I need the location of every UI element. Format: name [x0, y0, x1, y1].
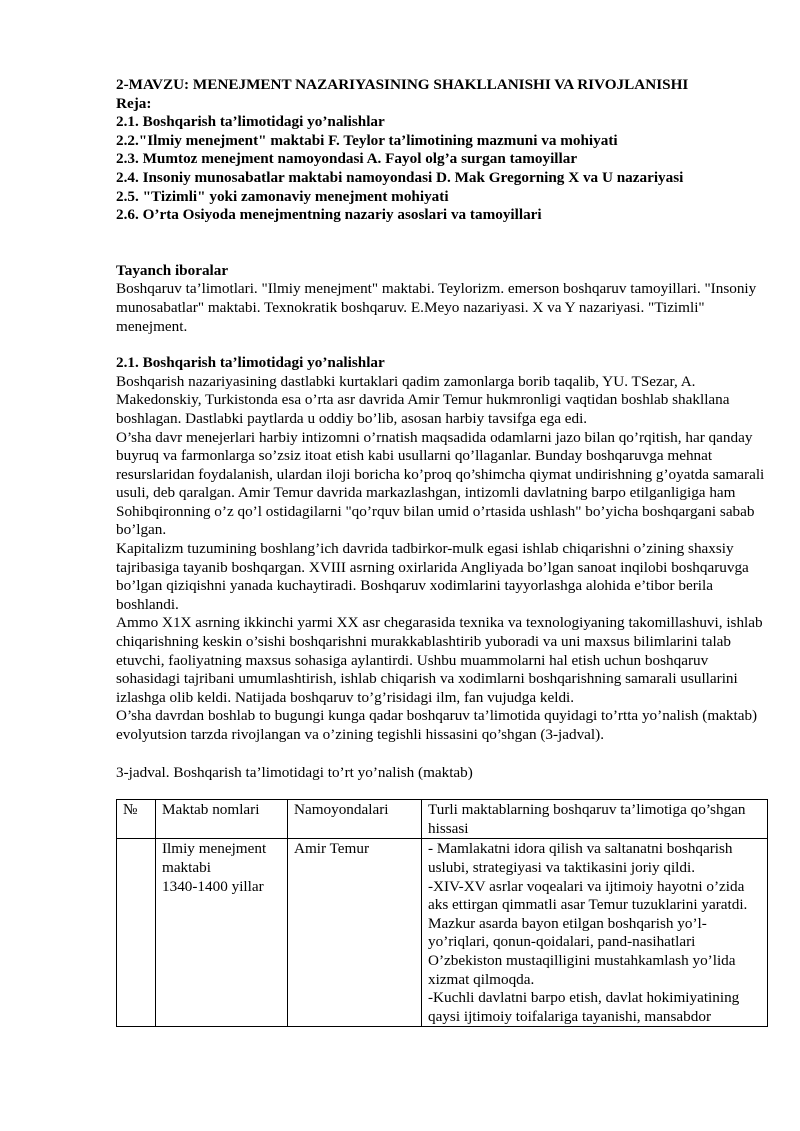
contribution-item: - Mamlakatni idora qilish va saltanatni boshqarish uslubi, strategiyasi va taktikasini joriy qildi.	[428, 840, 733, 876]
school-years: 1340-1400 yillar	[162, 877, 264, 895]
cell-number	[117, 839, 156, 1027]
plan-item: 2.5. "Tizimli" yoki zamonaviy menejment mohiyati	[116, 187, 449, 205]
section-heading: 2.1. Boshqarish ta’limotidagi yo’nalishlar	[116, 354, 385, 372]
contribution-item: -Kuchli davlatni barpo etish, davlat hokimiyatining qaysi ijtimoiy toifalariga tayanishi, mansabdor	[428, 989, 740, 1025]
plan-item: 2.2."Ilmiy menejment" maktabi F. Teylor ta’limotining mazmuni va mohiyati	[116, 131, 618, 149]
table-header-row	[117, 800, 768, 839]
header-representatives: Namoyondalari	[288, 800, 422, 839]
header-number: №	[117, 800, 156, 839]
plan-item: 2.6. O’rta Osiyoda menejmentning nazariy asoslari va tamoyillari	[116, 206, 542, 224]
cell-school	[156, 839, 288, 1027]
body-paragraph: O’sha davrdan boshlab to bugungi kunga qadar boshqaruv ta’limotida quyidagi to’rtta yo’nalish (maktab) evolyutsion tarzda rivojlangan va o’zining tegishli hissasini qo’shgan (3-jadval).	[116, 707, 758, 743]
plan-item: 2.4. Insoniy munosabatlar maktabi namoyondasi D. Mak Gregorning X va U nazariyasi	[116, 168, 684, 186]
plan-item: 2.1. Boshqarish ta’limotidagi yo’nalishlar	[116, 113, 385, 131]
keywords-heading: Tayanch iboralar	[116, 261, 229, 279]
plan-label: Reja:	[116, 94, 152, 112]
cell-representative: Amir Temur	[288, 839, 422, 1027]
table-row	[117, 839, 768, 1027]
plan-item: 2.3. Mumtoz menejment namoyondasi A. Fayol olg’a surgan tamoyillar	[116, 150, 578, 168]
header-school-names: Maktab nomlari	[156, 800, 288, 839]
document-title: 2-MAVZU: MENEJMENT NAZARIYASINING SHAKLLANISHI VA RIVOJLANISHI	[116, 76, 689, 93]
body-paragraph: Kapitalizm tuzumining boshlang’ich davrida tadbirkor-mulk egasi ishlab chiqarishni o’zining shaxsiy tajribasiga tayanib boshqargan. XVIII asrning oxirlarida Angliyada bo’lgan sanoat inqilobi boshqaruvga bo’lgan qiziqishni yanada kuchaytiradi. Boshqaruv xodimlarini tayyorlashga alohida e’tibor berila boshlandi.	[116, 540, 749, 613]
contribution-item: -XIV-XV asrlar voqealari va ijtimoiy hayotni o’zida aks ettirgan qimmatli asar Temur tuzuklarini yaratdi. Mazkur asarda bayon etilgan boshqarish yo’l-yo’riqlari, qonun-qoidalari, pand-nasihatlari O’zbekiston mustaqilligini mustahkamlash yo’lida xizmat qilmoqda.	[428, 877, 748, 988]
school-name: Ilmiy menejment maktabi	[162, 840, 267, 876]
keywords-text: Boshqaruv ta’limotlari. "Ilmiy menejment" maktabi. Teylorizm. emerson boshqaruv tamoyillari. "Insoniy munosabatlar" maktabi. Texnokratik boshqaruv. E.Meyo nazariyasi. X va Y nazariyasi. "Tizimli" menejment.	[116, 280, 757, 335]
body-paragraph: Boshqarish nazariyasining dastlabki kurtaklari qadim zamonlarga borib taqalib, YU. TSezar, A. Makedonskiy, Turkistonda esa o’rta asr davrida Amir Temur hukmronligi vaqtidan boshlab shakllana boshlagan. Dastlabki paytlarda u oddiy bo’lib, asosan harbiy tavsifga ega edi.	[116, 372, 730, 427]
document-page	[116, 76, 768, 1027]
header-contribution: Turli maktablarning boshqaruv ta’limotiga qo’shgan hissasi	[422, 800, 768, 839]
body-paragraph: O’sha davr menejerlari harbiy intizomni o’rnatish maqsadida odamlarni jazo bilan qo’rqitish, har qanday buyruq va farmonlarga so’zsiz itoat etish kabi usullarni qo’llaganlar. Bunday boshqaruvga mehnat resurslaridan foydalanish, ulardan iloji boricha ko’proq qo’shimcha qiymat undirishning g’oyatda samarali usuli, deb qaralgan. Amir Temur davrida markazlashgan, intizomli davlatning barpo etilganligiga ham Sohibqironning o’z qo’l ostidagilarni "qo’rquv bilan umid o’rtasida ushlash" bo’yicha boshqargani sabab bo’lgan.	[116, 428, 765, 539]
cell-contribution	[422, 839, 768, 1027]
body-paragraph: Ammo X1X asrning ikkinchi yarmi XX asr chegarasida texnika va texnologiyaning takomillashuvi, ishlab chiqarishning keskin o’sishi boshqarishni murakkablashtirib yuboradi va uni maxsus bilimlarini talab etuvchi, faoliyatning maxsus sohasiga aylantirdi. Ushbu muammolarni hal etish uchun boshqaruv sohasidagi tajribani umumlashtirish, ishlab chiqarish va xodimlarni boshqarishning samarali usullarini izlashga olib keldi. Natijada boshqaruv to’g’risidagi ilm, fan vujudga keldi.	[116, 614, 763, 706]
schools-table	[116, 799, 768, 1027]
table-caption: 3-jadval. Boshqarish ta’limotidagi to’rt yo’nalish (maktab)	[116, 763, 473, 781]
